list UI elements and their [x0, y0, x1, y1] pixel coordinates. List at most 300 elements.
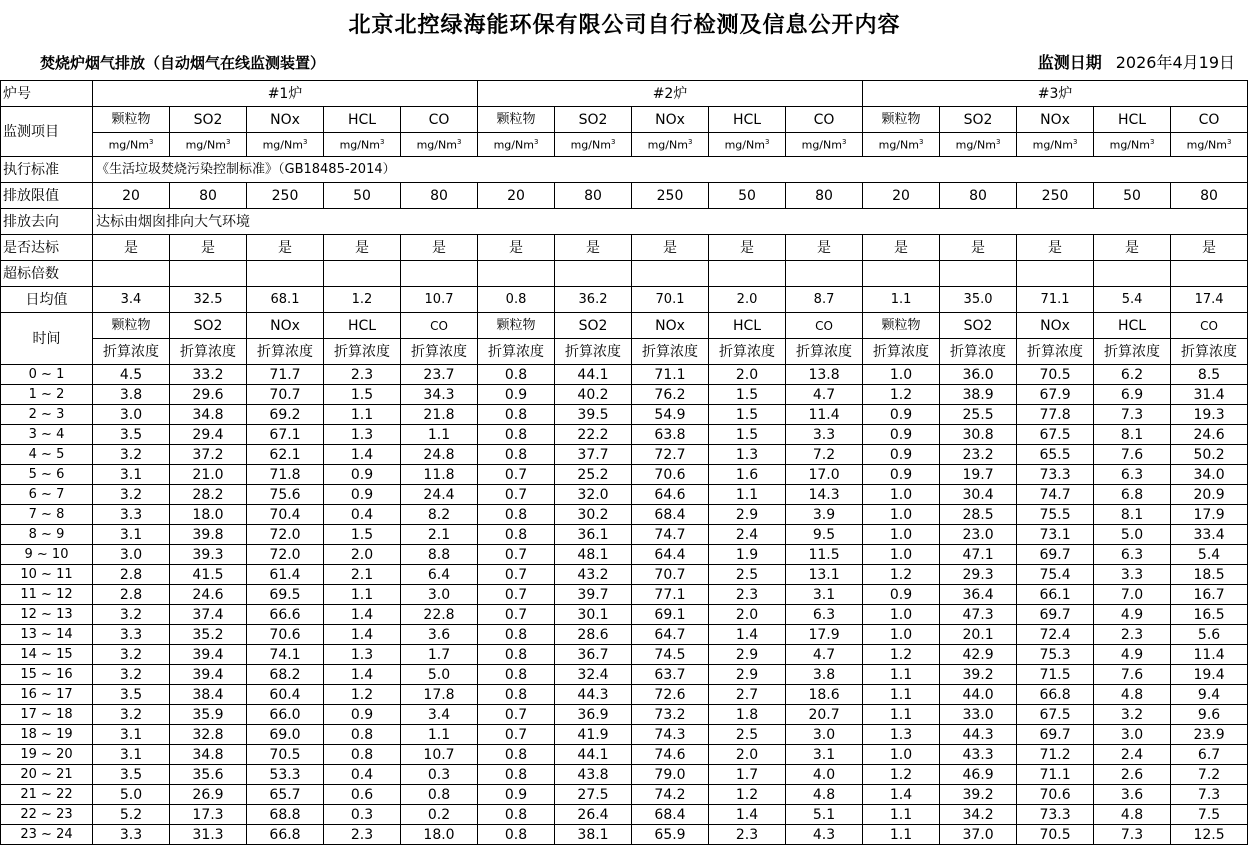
hour-value: 0.8 — [324, 745, 401, 765]
hour-value: 71.8 — [247, 465, 324, 485]
hour-value: 0.8 — [401, 785, 478, 805]
hour-row — [1, 565, 1248, 585]
standard-label: 执行标准 — [1, 157, 93, 183]
compliance-value: 是 — [632, 235, 709, 261]
unit-cell — [478, 133, 555, 157]
hour-value: 28.2 — [170, 485, 247, 505]
daily-avg-row — [1, 287, 1248, 313]
furnace-3-header: #3炉 — [863, 81, 1248, 107]
hour-value: 1.5 — [709, 385, 786, 405]
hour-value: 6.2 — [1094, 365, 1171, 385]
unit-text: mg/Nm — [1109, 138, 1150, 152]
limit-value: 50 — [1094, 183, 1171, 209]
daily-avg-value: 70.1 — [632, 287, 709, 313]
limit-value: 80 — [555, 183, 632, 209]
hour-value: 10.7 — [401, 745, 478, 765]
hour-value: 5.4 — [1171, 545, 1248, 565]
unit-cell — [93, 133, 170, 157]
hour-range: 19 ~ 20 — [1, 745, 93, 765]
hour-value: 4.5 — [93, 365, 170, 385]
limit-value: 20 — [863, 183, 940, 209]
hour-value: 41.9 — [555, 725, 632, 745]
unit-text: mg/Nm — [339, 138, 380, 152]
hour-value: 72.0 — [247, 545, 324, 565]
hour-value: 73.1 — [1017, 525, 1094, 545]
unit-text: mg/Nm — [493, 138, 534, 152]
pollutant-header: 颗粒物 — [863, 107, 940, 133]
unit-text: mg/Nm — [185, 138, 226, 152]
hour-value: 37.2 — [170, 445, 247, 465]
pollutant-header: HCL — [324, 313, 401, 339]
hour-value: 75.6 — [247, 485, 324, 505]
hour-value: 1.0 — [863, 365, 940, 385]
limit-value: 80 — [401, 183, 478, 209]
hour-value: 18.6 — [786, 685, 863, 705]
hour-row — [1, 605, 1248, 625]
hour-value: 43.2 — [555, 565, 632, 585]
daily-avg-value: 68.1 — [247, 287, 324, 313]
hour-value: 70.5 — [247, 745, 324, 765]
hour-value: 47.3 — [940, 605, 1017, 625]
time-pollutant-row — [1, 313, 1248, 339]
hour-value: 0.7 — [478, 705, 555, 725]
hour-value: 74.2 — [632, 785, 709, 805]
pollutant-header: HCL — [1094, 107, 1171, 133]
hour-value: 3.3 — [786, 425, 863, 445]
hour-value: 0.9 — [863, 445, 940, 465]
unit-superscript: 3 — [379, 137, 385, 146]
exceed-label: 超标倍数 — [1, 261, 93, 287]
hour-value: 3.1 — [93, 745, 170, 765]
hour-value: 71.1 — [1017, 765, 1094, 785]
hour-row — [1, 405, 1248, 425]
hour-value: 1.1 — [863, 685, 940, 705]
hour-value: 1.4 — [709, 805, 786, 825]
converted-label: 折算浓度 — [940, 339, 1017, 365]
daily-avg-value: 5.4 — [1094, 287, 1171, 313]
hour-value: 13.8 — [786, 365, 863, 385]
limit-value: 50 — [709, 183, 786, 209]
direction-label: 排放去向 — [1, 209, 93, 235]
hour-value: 39.7 — [555, 585, 632, 605]
hour-value: 7.6 — [1094, 445, 1171, 465]
hour-row — [1, 485, 1248, 505]
converted-label: 折算浓度 — [555, 339, 632, 365]
hour-value: 67.5 — [1017, 425, 1094, 445]
hour-value: 0.8 — [478, 645, 555, 665]
unit-text: mg/Nm — [955, 138, 996, 152]
exceed-value — [555, 261, 632, 287]
hour-range: 22 ~ 23 — [1, 805, 93, 825]
pollutant-header: NOx — [632, 107, 709, 133]
hour-value: 75.5 — [1017, 505, 1094, 525]
hour-row — [1, 805, 1248, 825]
compliance-value: 是 — [940, 235, 1017, 261]
hour-value: 29.4 — [170, 425, 247, 445]
hour-value: 64.4 — [632, 545, 709, 565]
hour-value: 76.2 — [632, 385, 709, 405]
hour-value: 28.5 — [940, 505, 1017, 525]
hour-value: 2.3 — [324, 825, 401, 845]
hour-value: 73.2 — [632, 705, 709, 725]
hour-value: 2.3 — [324, 365, 401, 385]
hour-row — [1, 585, 1248, 605]
unit-cell — [401, 133, 478, 157]
unit-superscript: 3 — [302, 137, 308, 146]
hour-value: 6.3 — [786, 605, 863, 625]
hour-value: 3.3 — [93, 625, 170, 645]
unit-cell — [324, 133, 401, 157]
hour-value: 1.2 — [863, 385, 940, 405]
pollutant-header: CO — [401, 107, 478, 133]
hour-range: 23 ~ 24 — [1, 825, 93, 845]
hour-value: 32.8 — [170, 725, 247, 745]
hour-value: 72.6 — [632, 685, 709, 705]
hour-value: 1.0 — [863, 745, 940, 765]
unit-cell — [555, 133, 632, 157]
unit-text: mg/Nm — [108, 138, 149, 152]
hour-value: 33.4 — [1171, 525, 1248, 545]
unit-superscript: 3 — [1226, 137, 1232, 146]
hour-value: 74.1 — [247, 645, 324, 665]
limit-row — [1, 183, 1248, 209]
limit-value: 80 — [786, 183, 863, 209]
hour-value: 23.0 — [940, 525, 1017, 545]
hour-value: 37.4 — [170, 605, 247, 625]
hour-value: 0.8 — [478, 505, 555, 525]
hour-value: 2.1 — [324, 565, 401, 585]
hour-value: 0.8 — [478, 365, 555, 385]
exceed-value — [324, 261, 401, 287]
date-value: 2026年4月19日 — [1115, 53, 1235, 72]
pollutant-header: CO — [401, 313, 478, 339]
hour-value: 36.1 — [555, 525, 632, 545]
hour-value: 68.8 — [247, 805, 324, 825]
hour-value: 27.5 — [555, 785, 632, 805]
converted-label: 折算浓度 — [1017, 339, 1094, 365]
hour-value: 39.8 — [170, 525, 247, 545]
hour-value: 33.0 — [940, 705, 1017, 725]
hour-value: 1.3 — [324, 425, 401, 445]
hour-value: 2.0 — [324, 545, 401, 565]
hour-value: 1.4 — [324, 445, 401, 465]
hour-value: 70.6 — [1017, 785, 1094, 805]
exceed-value — [1094, 261, 1171, 287]
hour-row — [1, 765, 1248, 785]
direction-row — [1, 209, 1248, 235]
hour-value: 1.2 — [863, 565, 940, 585]
hour-value: 2.3 — [709, 825, 786, 845]
limit-value: 250 — [1017, 183, 1094, 209]
hour-value: 74.7 — [1017, 485, 1094, 505]
hour-value: 65.5 — [1017, 445, 1094, 465]
compliance-value: 是 — [709, 235, 786, 261]
hour-value: 0.8 — [324, 725, 401, 745]
exceed-value — [247, 261, 324, 287]
hour-value: 3.1 — [93, 725, 170, 745]
hour-value: 0.7 — [478, 545, 555, 565]
pollutant-header: HCL — [1094, 313, 1171, 339]
converted-label: 折算浓度 — [709, 339, 786, 365]
hour-value: 30.2 — [555, 505, 632, 525]
unit-superscript: 3 — [995, 137, 1001, 146]
hour-value: 14.3 — [786, 485, 863, 505]
daily-avg-value: 2.0 — [709, 287, 786, 313]
hour-value: 77.8 — [1017, 405, 1094, 425]
hour-row — [1, 385, 1248, 405]
hour-value: 71.7 — [247, 365, 324, 385]
hour-value: 17.3 — [170, 805, 247, 825]
hour-value: 3.2 — [93, 645, 170, 665]
hour-value: 0.8 — [478, 405, 555, 425]
hour-row — [1, 425, 1248, 445]
hour-value: 24.4 — [401, 485, 478, 505]
hour-value: 4.8 — [1094, 805, 1171, 825]
hour-value: 11.4 — [1171, 645, 1248, 665]
converted-label: 折算浓度 — [170, 339, 247, 365]
hour-value: 1.0 — [863, 525, 940, 545]
hour-row — [1, 685, 1248, 705]
hour-value: 44.0 — [940, 685, 1017, 705]
daily-avg-label: 日均值 — [1, 287, 93, 313]
exceed-value — [709, 261, 786, 287]
limit-value: 20 — [478, 183, 555, 209]
hour-value: 36.0 — [940, 365, 1017, 385]
hour-value: 2.7 — [709, 685, 786, 705]
compliance-value: 是 — [1171, 235, 1248, 261]
pollutant-header: 颗粒物 — [478, 107, 555, 133]
compliance-value: 是 — [863, 235, 940, 261]
hour-value: 18.0 — [401, 825, 478, 845]
hour-value: 0.7 — [478, 725, 555, 745]
hour-value: 25.2 — [555, 465, 632, 485]
hour-value: 26.9 — [170, 785, 247, 805]
hour-value: 1.1 — [324, 585, 401, 605]
hour-value: 3.1 — [93, 525, 170, 545]
hour-value: 8.2 — [401, 505, 478, 525]
converted-label: 折算浓度 — [1171, 339, 1248, 365]
pollutant-header: CO — [1171, 313, 1248, 339]
hour-value: 8.1 — [1094, 425, 1171, 445]
hour-value: 17.9 — [786, 625, 863, 645]
hour-value: 0.7 — [478, 565, 555, 585]
hour-value: 1.4 — [709, 625, 786, 645]
hour-value: 6.4 — [401, 565, 478, 585]
hour-row — [1, 505, 1248, 525]
hour-value: 0.8 — [478, 525, 555, 545]
unit-text: mg/Nm — [1186, 138, 1227, 152]
hour-value: 63.7 — [632, 665, 709, 685]
unit-superscript: 3 — [841, 137, 847, 146]
hour-value: 2.4 — [1094, 745, 1171, 765]
hour-row — [1, 745, 1248, 765]
compliance-value: 是 — [247, 235, 324, 261]
hour-value: 66.8 — [1017, 685, 1094, 705]
hour-value: 1.5 — [709, 405, 786, 425]
hour-value: 7.3 — [1094, 825, 1171, 845]
monitoring-date — [1038, 50, 1235, 73]
hour-value: 3.0 — [93, 405, 170, 425]
hour-row — [1, 645, 1248, 665]
hour-value: 70.5 — [1017, 365, 1094, 385]
compliance-value: 是 — [1094, 235, 1171, 261]
hour-value: 3.6 — [401, 625, 478, 645]
limit-value: 80 — [1171, 183, 1248, 209]
unit-row — [1, 133, 1248, 157]
hour-value: 54.9 — [632, 405, 709, 425]
hour-value: 44.1 — [555, 745, 632, 765]
pollutant-header: CO — [786, 107, 863, 133]
pollutant-header: SO2 — [940, 313, 1017, 339]
hour-value: 5.1 — [786, 805, 863, 825]
converted-label: 折算浓度 — [324, 339, 401, 365]
hour-value: 23.9 — [1171, 725, 1248, 745]
hour-value: 0.8 — [478, 625, 555, 645]
hour-value: 5.0 — [401, 665, 478, 685]
hour-value: 2.6 — [1094, 765, 1171, 785]
hour-value: 0.9 — [863, 465, 940, 485]
hour-value: 3.5 — [93, 425, 170, 445]
hour-value: 70.4 — [247, 505, 324, 525]
exceed-value — [93, 261, 170, 287]
hour-value: 1.2 — [709, 785, 786, 805]
hour-value: 19.7 — [940, 465, 1017, 485]
hour-value: 4.0 — [786, 765, 863, 785]
hour-value: 3.1 — [93, 465, 170, 485]
limit-value: 50 — [324, 183, 401, 209]
hour-value: 44.1 — [555, 365, 632, 385]
hour-value: 25.5 — [940, 405, 1017, 425]
hour-value: 2.9 — [709, 665, 786, 685]
hour-value: 2.9 — [709, 505, 786, 525]
hour-value: 66.8 — [247, 825, 324, 845]
hour-range: 7 ~ 8 — [1, 505, 93, 525]
daily-avg-value: 36.2 — [555, 287, 632, 313]
hour-value: 39.2 — [940, 785, 1017, 805]
pollutant-header: NOx — [1017, 107, 1094, 133]
unit-text: mg/Nm — [1032, 138, 1073, 152]
hour-value: 62.1 — [247, 445, 324, 465]
hour-value: 0.9 — [324, 465, 401, 485]
hour-value: 21.0 — [170, 465, 247, 485]
hour-value: 1.0 — [863, 505, 940, 525]
exceed-value — [478, 261, 555, 287]
hour-value: 53.3 — [247, 765, 324, 785]
unit-superscript: 3 — [225, 137, 231, 146]
hour-value: 1.3 — [709, 445, 786, 465]
unit-superscript: 3 — [456, 137, 462, 146]
hour-value: 3.6 — [1094, 785, 1171, 805]
hour-value: 35.6 — [170, 765, 247, 785]
hour-value: 1.1 — [401, 425, 478, 445]
exceed-value — [863, 261, 940, 287]
hour-value: 71.2 — [1017, 745, 1094, 765]
hour-value: 3.0 — [401, 585, 478, 605]
hour-value: 9.5 — [786, 525, 863, 545]
hour-value: 29.3 — [940, 565, 1017, 585]
hour-value: 72.4 — [1017, 625, 1094, 645]
time-label: 时间 — [1, 313, 93, 365]
hour-value: 0.7 — [478, 605, 555, 625]
pollutant-header: SO2 — [170, 107, 247, 133]
hour-value: 39.5 — [555, 405, 632, 425]
hour-value: 1.4 — [324, 625, 401, 645]
hour-value: 1.0 — [863, 485, 940, 505]
converted-label: 折算浓度 — [478, 339, 555, 365]
hour-value: 30.4 — [940, 485, 1017, 505]
hour-value: 3.9 — [786, 505, 863, 525]
hour-value: 69.0 — [247, 725, 324, 745]
hour-value: 68.2 — [247, 665, 324, 685]
unit-cell — [1017, 133, 1094, 157]
hour-value: 0.9 — [324, 485, 401, 505]
hour-value: 17.8 — [401, 685, 478, 705]
hour-value: 77.1 — [632, 585, 709, 605]
hour-value: 50.2 — [1171, 445, 1248, 465]
hour-value: 0.7 — [478, 465, 555, 485]
hour-value: 19.3 — [1171, 405, 1248, 425]
pollutant-header: SO2 — [940, 107, 1017, 133]
exceed-value — [786, 261, 863, 287]
hour-value: 3.2 — [93, 665, 170, 685]
compliance-value: 是 — [1017, 235, 1094, 261]
hour-value: 43.3 — [940, 745, 1017, 765]
unit-cell — [786, 133, 863, 157]
hour-value: 0.9 — [478, 385, 555, 405]
hour-value: 2.5 — [709, 565, 786, 585]
unit-superscript: 3 — [764, 137, 770, 146]
hour-value: 22.2 — [555, 425, 632, 445]
hour-value: 37.0 — [940, 825, 1017, 845]
pollutant-header: SO2 — [555, 313, 632, 339]
hour-value: 3.1 — [786, 745, 863, 765]
unit-superscript: 3 — [918, 137, 924, 146]
hour-row — [1, 825, 1248, 845]
unit-cell — [170, 133, 247, 157]
unit-cell — [632, 133, 709, 157]
hour-row — [1, 665, 1248, 685]
converted-label: 折算浓度 — [247, 339, 324, 365]
item-label: 监测项目 — [1, 107, 93, 157]
hour-value: 2.3 — [709, 585, 786, 605]
furnace-row — [1, 81, 1248, 107]
hour-value: 0.8 — [478, 425, 555, 445]
hour-value: 66.6 — [247, 605, 324, 625]
hour-value: 20.9 — [1171, 485, 1248, 505]
pollutant-header: HCL — [709, 107, 786, 133]
converted-label: 折算浓度 — [93, 339, 170, 365]
hour-value: 69.5 — [247, 585, 324, 605]
unit-text: mg/Nm — [724, 138, 765, 152]
limit-value: 250 — [247, 183, 324, 209]
limit-value: 80 — [940, 183, 1017, 209]
hour-value: 8.1 — [1094, 505, 1171, 525]
hour-value: 7.2 — [1171, 765, 1248, 785]
hour-value: 29.6 — [170, 385, 247, 405]
hour-value: 0.7 — [478, 585, 555, 605]
pollutant-header: SO2 — [170, 313, 247, 339]
hour-value: 1.5 — [324, 525, 401, 545]
exceed-value — [170, 261, 247, 287]
hour-row — [1, 525, 1248, 545]
exceed-value — [632, 261, 709, 287]
hour-value: 6.7 — [1171, 745, 1248, 765]
hour-value: 0.8 — [478, 805, 555, 825]
limit-value: 250 — [632, 183, 709, 209]
hour-value: 0.9 — [863, 585, 940, 605]
hour-range: 16 ~ 17 — [1, 685, 93, 705]
hour-value: 3.3 — [1094, 565, 1171, 585]
